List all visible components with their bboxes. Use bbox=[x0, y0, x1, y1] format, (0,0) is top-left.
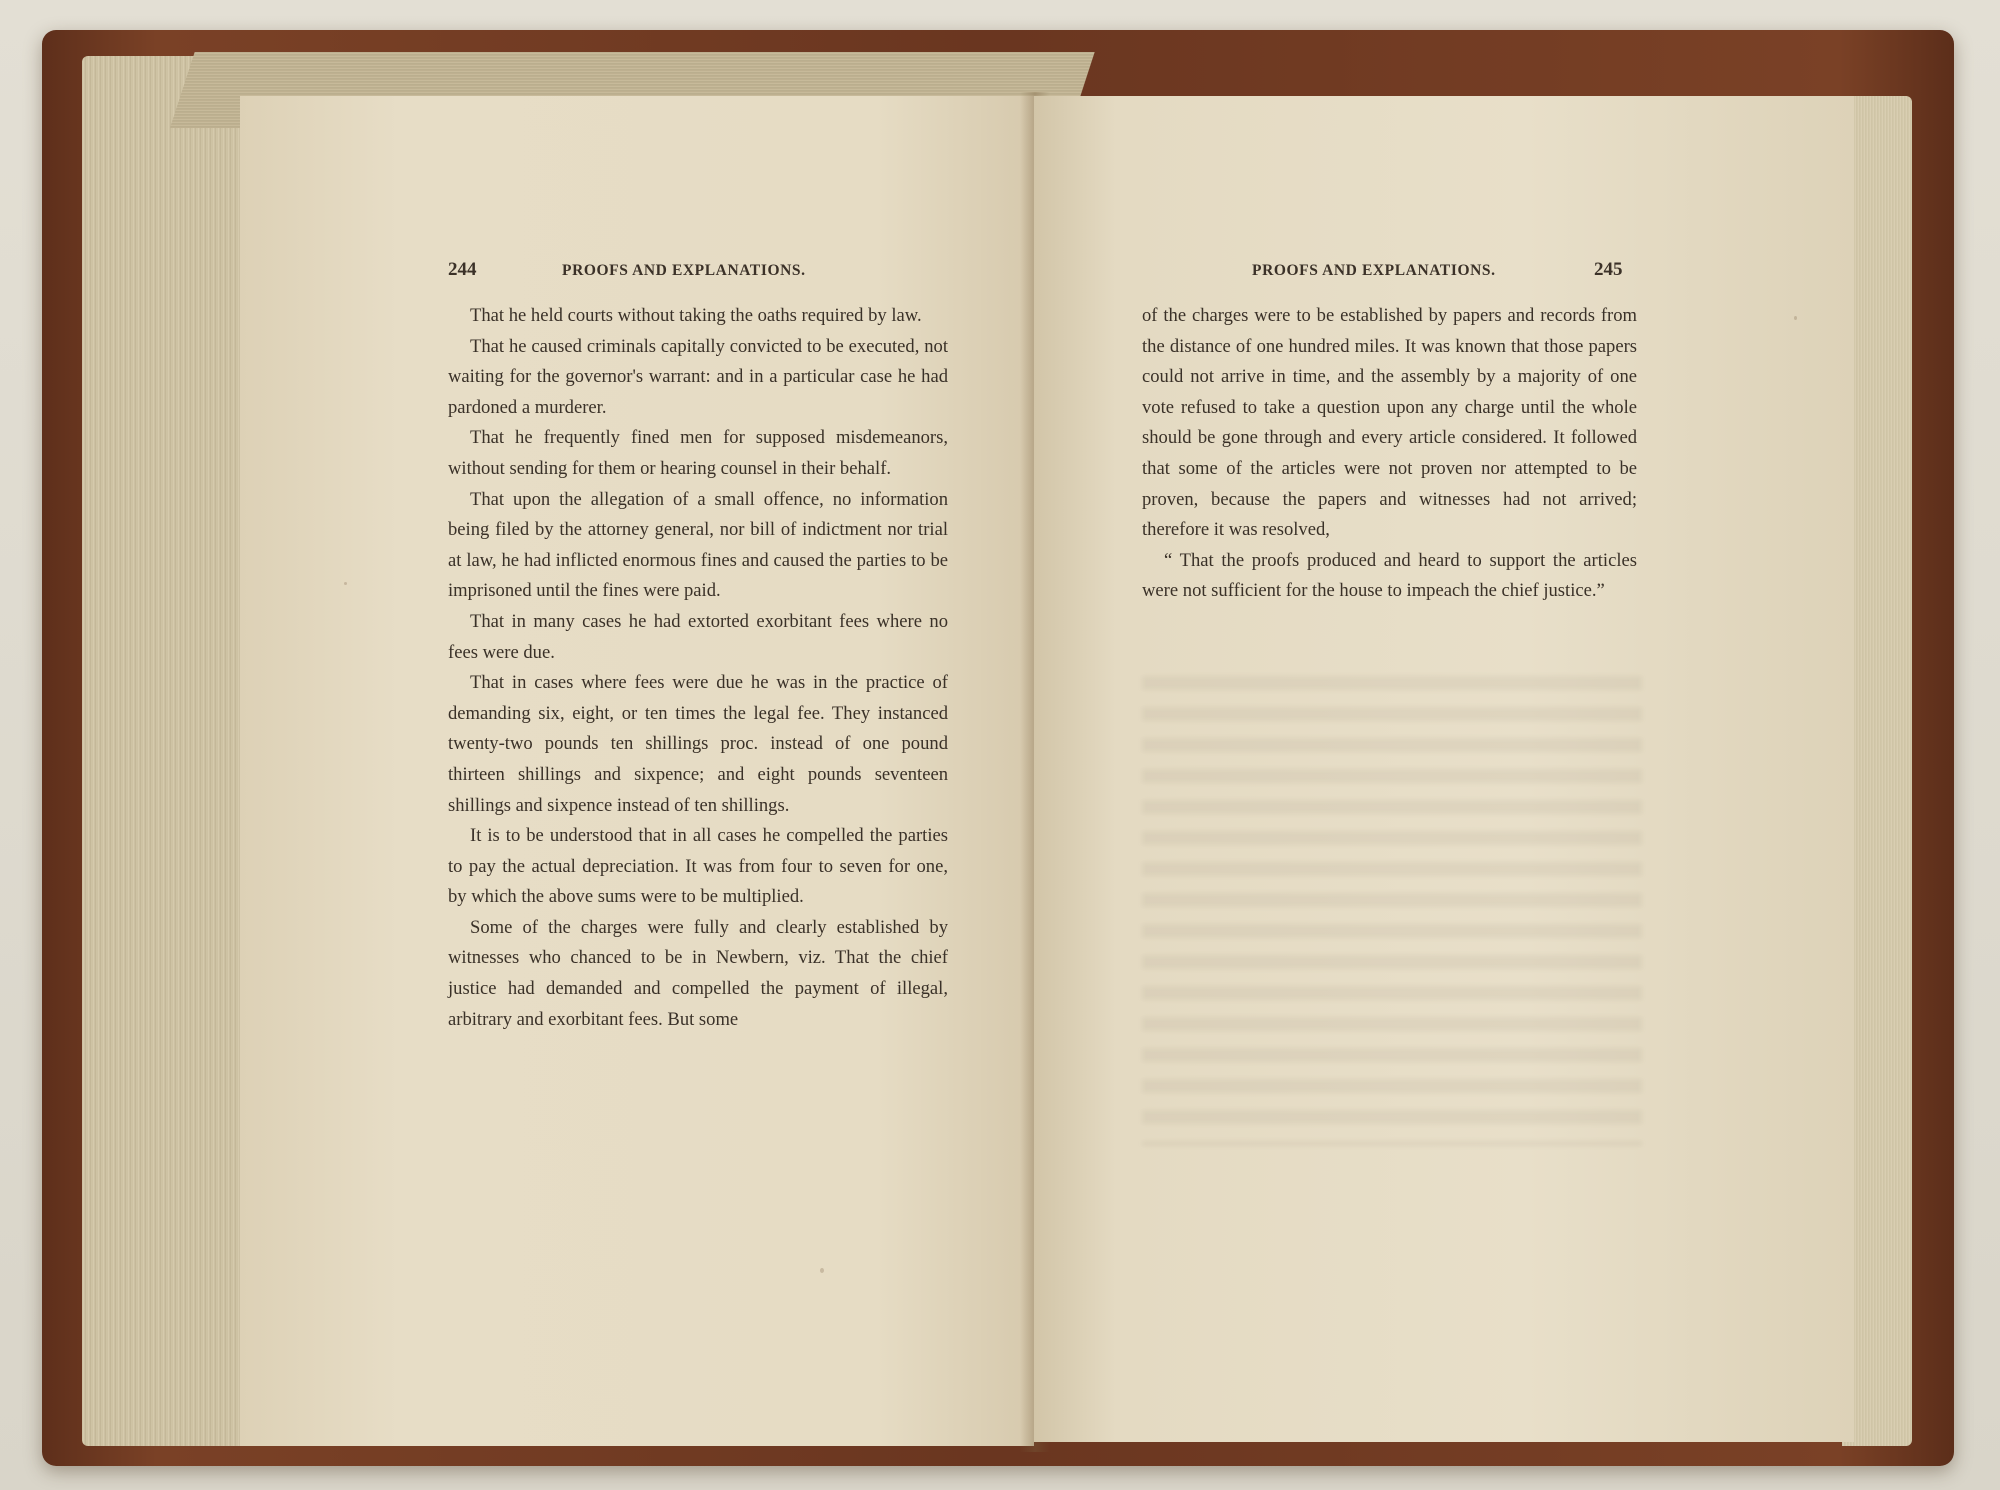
paragraph: That he held courts without taking the oaths required by law. bbox=[470, 305, 922, 326]
paragraph: That in many cases he had extorted exorbitant fees where no fees were due. bbox=[448, 610, 948, 663]
left-running-head: PROOFS AND EXPLANATIONS. bbox=[562, 262, 806, 279]
paragraph: It is to be understood that in all cases he compelled the parties to pay the actual depreciation. It was from four to seven for one, by which the above sums were to be multiplied. bbox=[448, 825, 948, 908]
right-page-text bbox=[1142, 301, 1637, 607]
paragraph: “ That the proofs produced and heard to support the articles were not sufficient for the house to impeach the chief justice.” bbox=[1142, 549, 1637, 602]
right-running-head: PROOFS AND EXPLANATIONS. bbox=[1252, 262, 1496, 279]
left-page bbox=[240, 96, 1034, 1446]
paper-spot bbox=[344, 582, 347, 585]
paragraph: That upon the allegation of a small offence, no information being filed by the attorney general, nor bill of indictment nor trial at law, he had inflicted enormous fines and caused the parties to be imprisoned until the fines were paid. bbox=[448, 488, 948, 602]
paper-spot bbox=[820, 1268, 824, 1273]
left-page-number: 244 bbox=[448, 259, 477, 280]
right-page-number: 245 bbox=[1594, 259, 1623, 280]
paper-spot bbox=[1794, 316, 1797, 320]
right-page bbox=[1034, 96, 1854, 1442]
paragraph: Some of the charges were fully and clearly established by witnesses who chanced to be in Newbern, viz. That the chief justice had demanded and compelled the payment of illegal, arbitrary and exorbitant fees. But some bbox=[448, 916, 948, 1030]
paragraph: That he frequently fined men for supposed misdemeanors, without sending for them or hearing counsel in their behalf. bbox=[448, 427, 948, 479]
paragraph: of the charges were to be established by papers and records from the distance of one hundred miles. It was known that those papers could not arrive in time, and the assembly by a majority of one vote refused to take a question upon any charge until the whole should be gone through and every article considered. It followed that some of the articles were not proven nor attempted to be proven, because the papers and witnesses had not arrived; therefore it was resolved, bbox=[1142, 305, 1637, 541]
paragraph: That he caused criminals capitally convicted to be executed, not waiting for the governor's warrant: and in a particular case he had pardoned a murderer. bbox=[448, 335, 948, 418]
show-through-text bbox=[1142, 676, 1642, 1146]
left-page-text bbox=[448, 301, 948, 1035]
paragraph: That in cases where fees were due he was in the practice of demanding six, eight, or ten times the legal fee. They instanced twenty-two pounds ten shillings proc. instead of one pound thirteen shillings and sixpence; and eight pounds seventeen shillings and sixpence instead of ten shillings. bbox=[448, 672, 948, 816]
page-edges-left bbox=[82, 56, 250, 1446]
